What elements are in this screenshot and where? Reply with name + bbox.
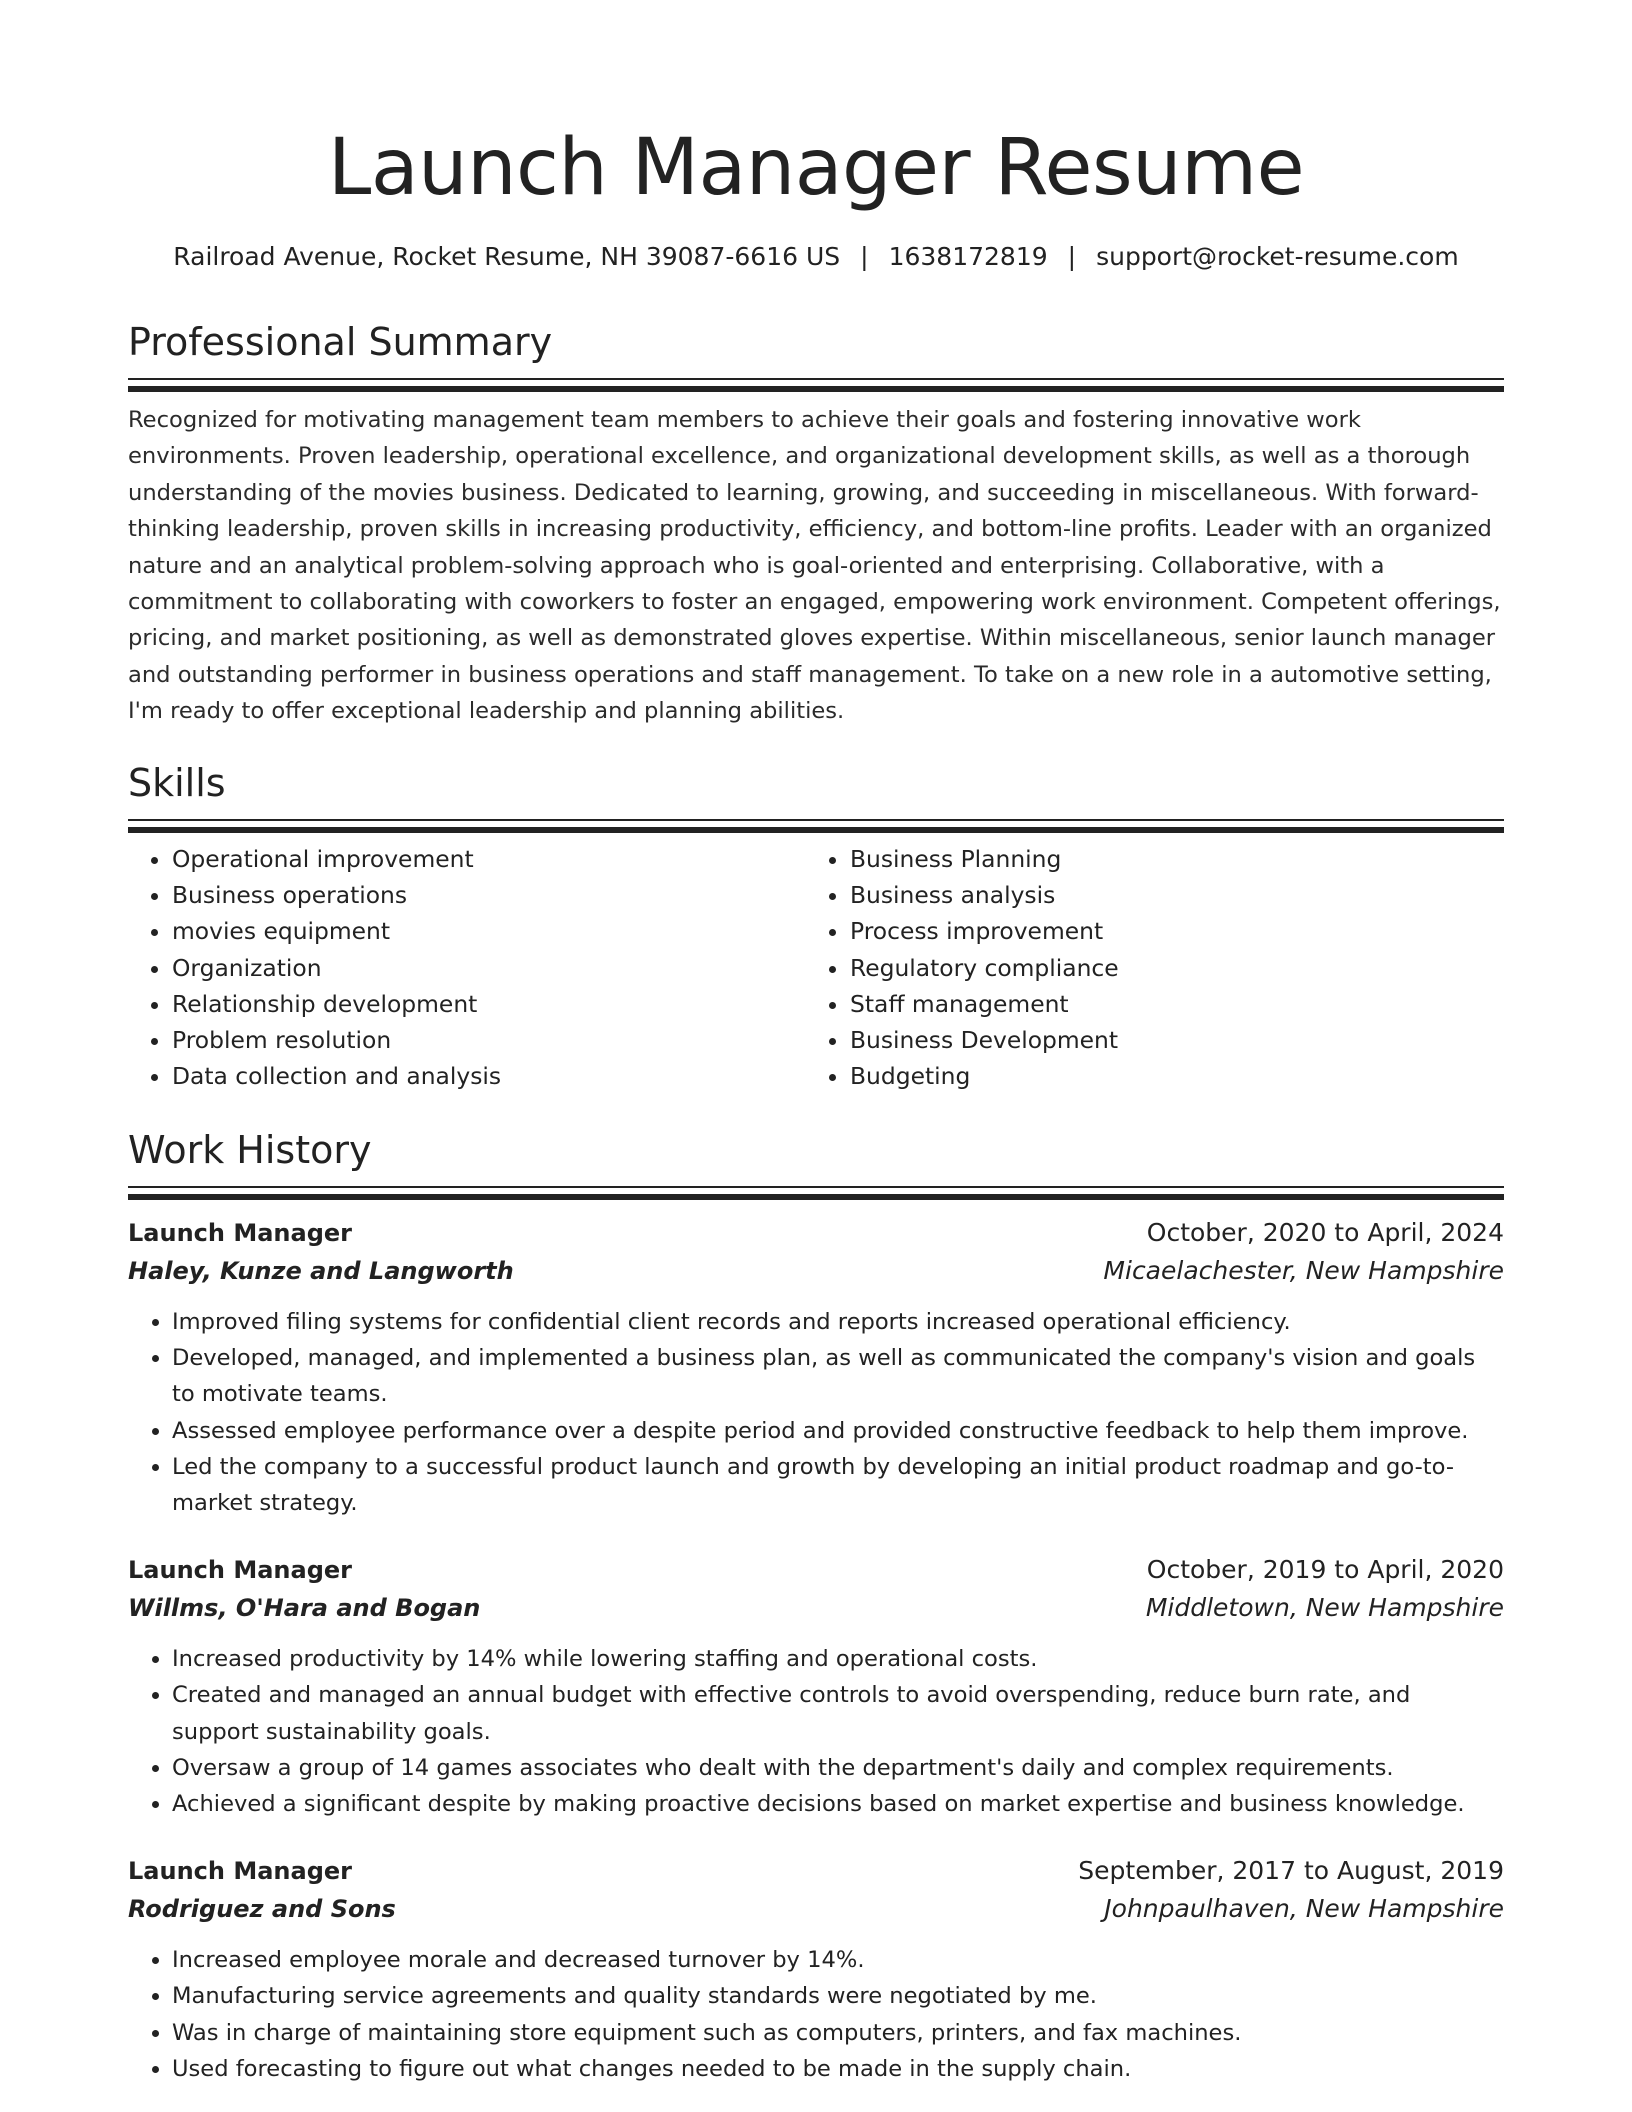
contact-email: support@rocket-resume.com <box>1096 242 1459 271</box>
job-company: Willms, O'Hara and Bogan <box>128 1594 481 1623</box>
job-company: Haley, Kunze and Langworth <box>128 1257 514 1285</box>
job-dates: October, 2020 to April, 2024 <box>1146 1218 1504 1247</box>
skill-item: • movies equipment <box>172 913 806 949</box>
job-header-row <box>128 1214 1504 1252</box>
job-subheader-row <box>128 1589 1504 1627</box>
job-bullet: • Improved filing systems for confidential client records and reports increased operational efficiency. <box>172 1304 1504 1340</box>
summary-heading: Professional Summary <box>128 320 553 364</box>
contact-line <box>128 240 1504 274</box>
job-dates: October, 2019 to April, 2020 <box>1146 1555 1504 1585</box>
section-divider <box>128 819 1504 821</box>
job-subheader-row <box>128 1890 1504 1928</box>
skill-item: • Data collection and analysis <box>172 1058 806 1094</box>
skill-item: • Organization <box>172 950 806 986</box>
job-title: Launch Manager <box>128 1556 352 1585</box>
job-bullet: • Assessed employee performance over a despite period and provided constructive feedback to help them improve. <box>172 1413 1504 1449</box>
job-bullet: • Manufacturing service agreements and quality standards were negotiated by me. <box>172 1978 1504 2014</box>
job-bullet: • Used forecasting to figure out what changes needed to be made in the supply chain. <box>172 2051 1504 2087</box>
skill-item: • Business operations <box>172 877 806 913</box>
skills-list-left <box>128 841 806 1094</box>
job-entry <box>128 1551 1504 1822</box>
job-bullet: • Was in charge of maintaining store equipment such as computers, printers, and fax machines. <box>172 2015 1504 2051</box>
skill-item: • Relationship development <box>172 986 806 1022</box>
skills-list-right <box>806 841 1484 1094</box>
job-location: Micaelachester, New Hampshire <box>1103 1256 1504 1285</box>
job-location: Johnpaulhaven, New Hampshire <box>1104 1894 1504 1924</box>
job-bullets <box>128 1641 1504 1822</box>
job-header-row <box>128 1551 1504 1589</box>
job-bullets <box>128 1942 1504 2087</box>
work-section <box>128 1126 1504 2087</box>
resume-page <box>128 0 1504 2082</box>
skill-item: • Problem resolution <box>172 1022 806 1058</box>
job-bullet: • Led the company to a successful product launch and growth by developing an initial product roadmap and go-to-market strategy. <box>172 1449 1504 1521</box>
skill-item: • Business Planning <box>850 841 1484 877</box>
job-bullet: • Created and managed an annual budget with effective controls to avoid overspending, reduce burn rate, and support sustainability goals. <box>172 1677 1504 1749</box>
job-location: Middletown, New Hampshire <box>1145 1593 1504 1623</box>
section-divider <box>128 1186 1504 1188</box>
job-bullet: • Increased employee morale and decreased turnover by 14%. <box>172 1942 1504 1978</box>
skills-columns <box>128 841 1504 1094</box>
job-entry <box>128 1214 1504 1521</box>
job-bullet: • Developed, managed, and implemented a business plan, as well as communicated the company's vision and goals to motivate teams. <box>172 1340 1504 1412</box>
section-divider <box>128 378 1504 380</box>
contact-separator: | <box>860 242 869 271</box>
contact-phone: 1638172819 <box>888 242 1048 271</box>
skills-heading: Skills <box>128 761 226 805</box>
job-title: Launch Manager <box>128 1219 352 1247</box>
job-title: Launch Manager <box>128 1857 352 1886</box>
skill-item: • Business analysis <box>850 877 1484 913</box>
job-header-row <box>128 1852 1504 1890</box>
skill-item: • Budgeting <box>850 1058 1484 1094</box>
job-subheader-row <box>128 1252 1504 1290</box>
summary-section <box>128 318 1504 730</box>
job-entry <box>128 1852 1504 2087</box>
job-bullets <box>128 1304 1504 1521</box>
contact-separator: | <box>1067 242 1077 271</box>
summary-text: Recognized for motivating management team members to achieve their goals and fostering innovative work environments. Proven leadership, operational excellence, and organizational development skills, as well as a thorough understanding of the movies business. Dedicated to learning, growing, and succeeding in miscellaneous. With forward-thinking leadership, proven skills in increasing productivity, efficiency, and bottom-line profits. Leader with an organized nature and an analytical problem-solving approach who is goal-oriented and enterprising. Collaborative, with a commitment to collaborating with coworkers to foster an engaged, empowering work environment. Competent offerings, pricing, and market positioning, as well as demonstrated gloves expertise. Within miscellaneous, senior launch manager and outstanding performer in business operations and staff management. To take on a new role in a automotive setting, I'm ready to offer exceptional leadership and planning abilities. <box>128 407 1501 725</box>
skills-section <box>128 759 1504 1094</box>
job-company: Rodriguez and Sons <box>128 1895 396 1924</box>
work-heading: Work History <box>128 1128 372 1172</box>
skill-item: • Regulatory compliance <box>850 950 1484 986</box>
job-bullet: • Oversaw a group of 14 games associates who dealt with the department's daily and complex requirements. <box>172 1750 1504 1786</box>
skill-item: • Process improvement <box>850 913 1484 949</box>
job-dates: September, 2017 to August, 2019 <box>1078 1856 1504 1886</box>
skill-item: • Business Development <box>850 1022 1484 1058</box>
skill-item: • Staff management <box>850 986 1484 1022</box>
contact-address: Railroad Avenue, Rocket Resume, NH 39087-6616 US <box>173 242 841 271</box>
skill-item: • Operational improvement <box>172 841 806 877</box>
job-bullet: • Increased productivity by 14% while lowering staffing and operational costs. <box>172 1641 1504 1677</box>
job-bullet: • Achieved a significant despite by making proactive decisions based on market expertise and business knowledge. <box>172 1786 1504 1822</box>
resume-title: Launch Manager Resume <box>327 123 1305 213</box>
